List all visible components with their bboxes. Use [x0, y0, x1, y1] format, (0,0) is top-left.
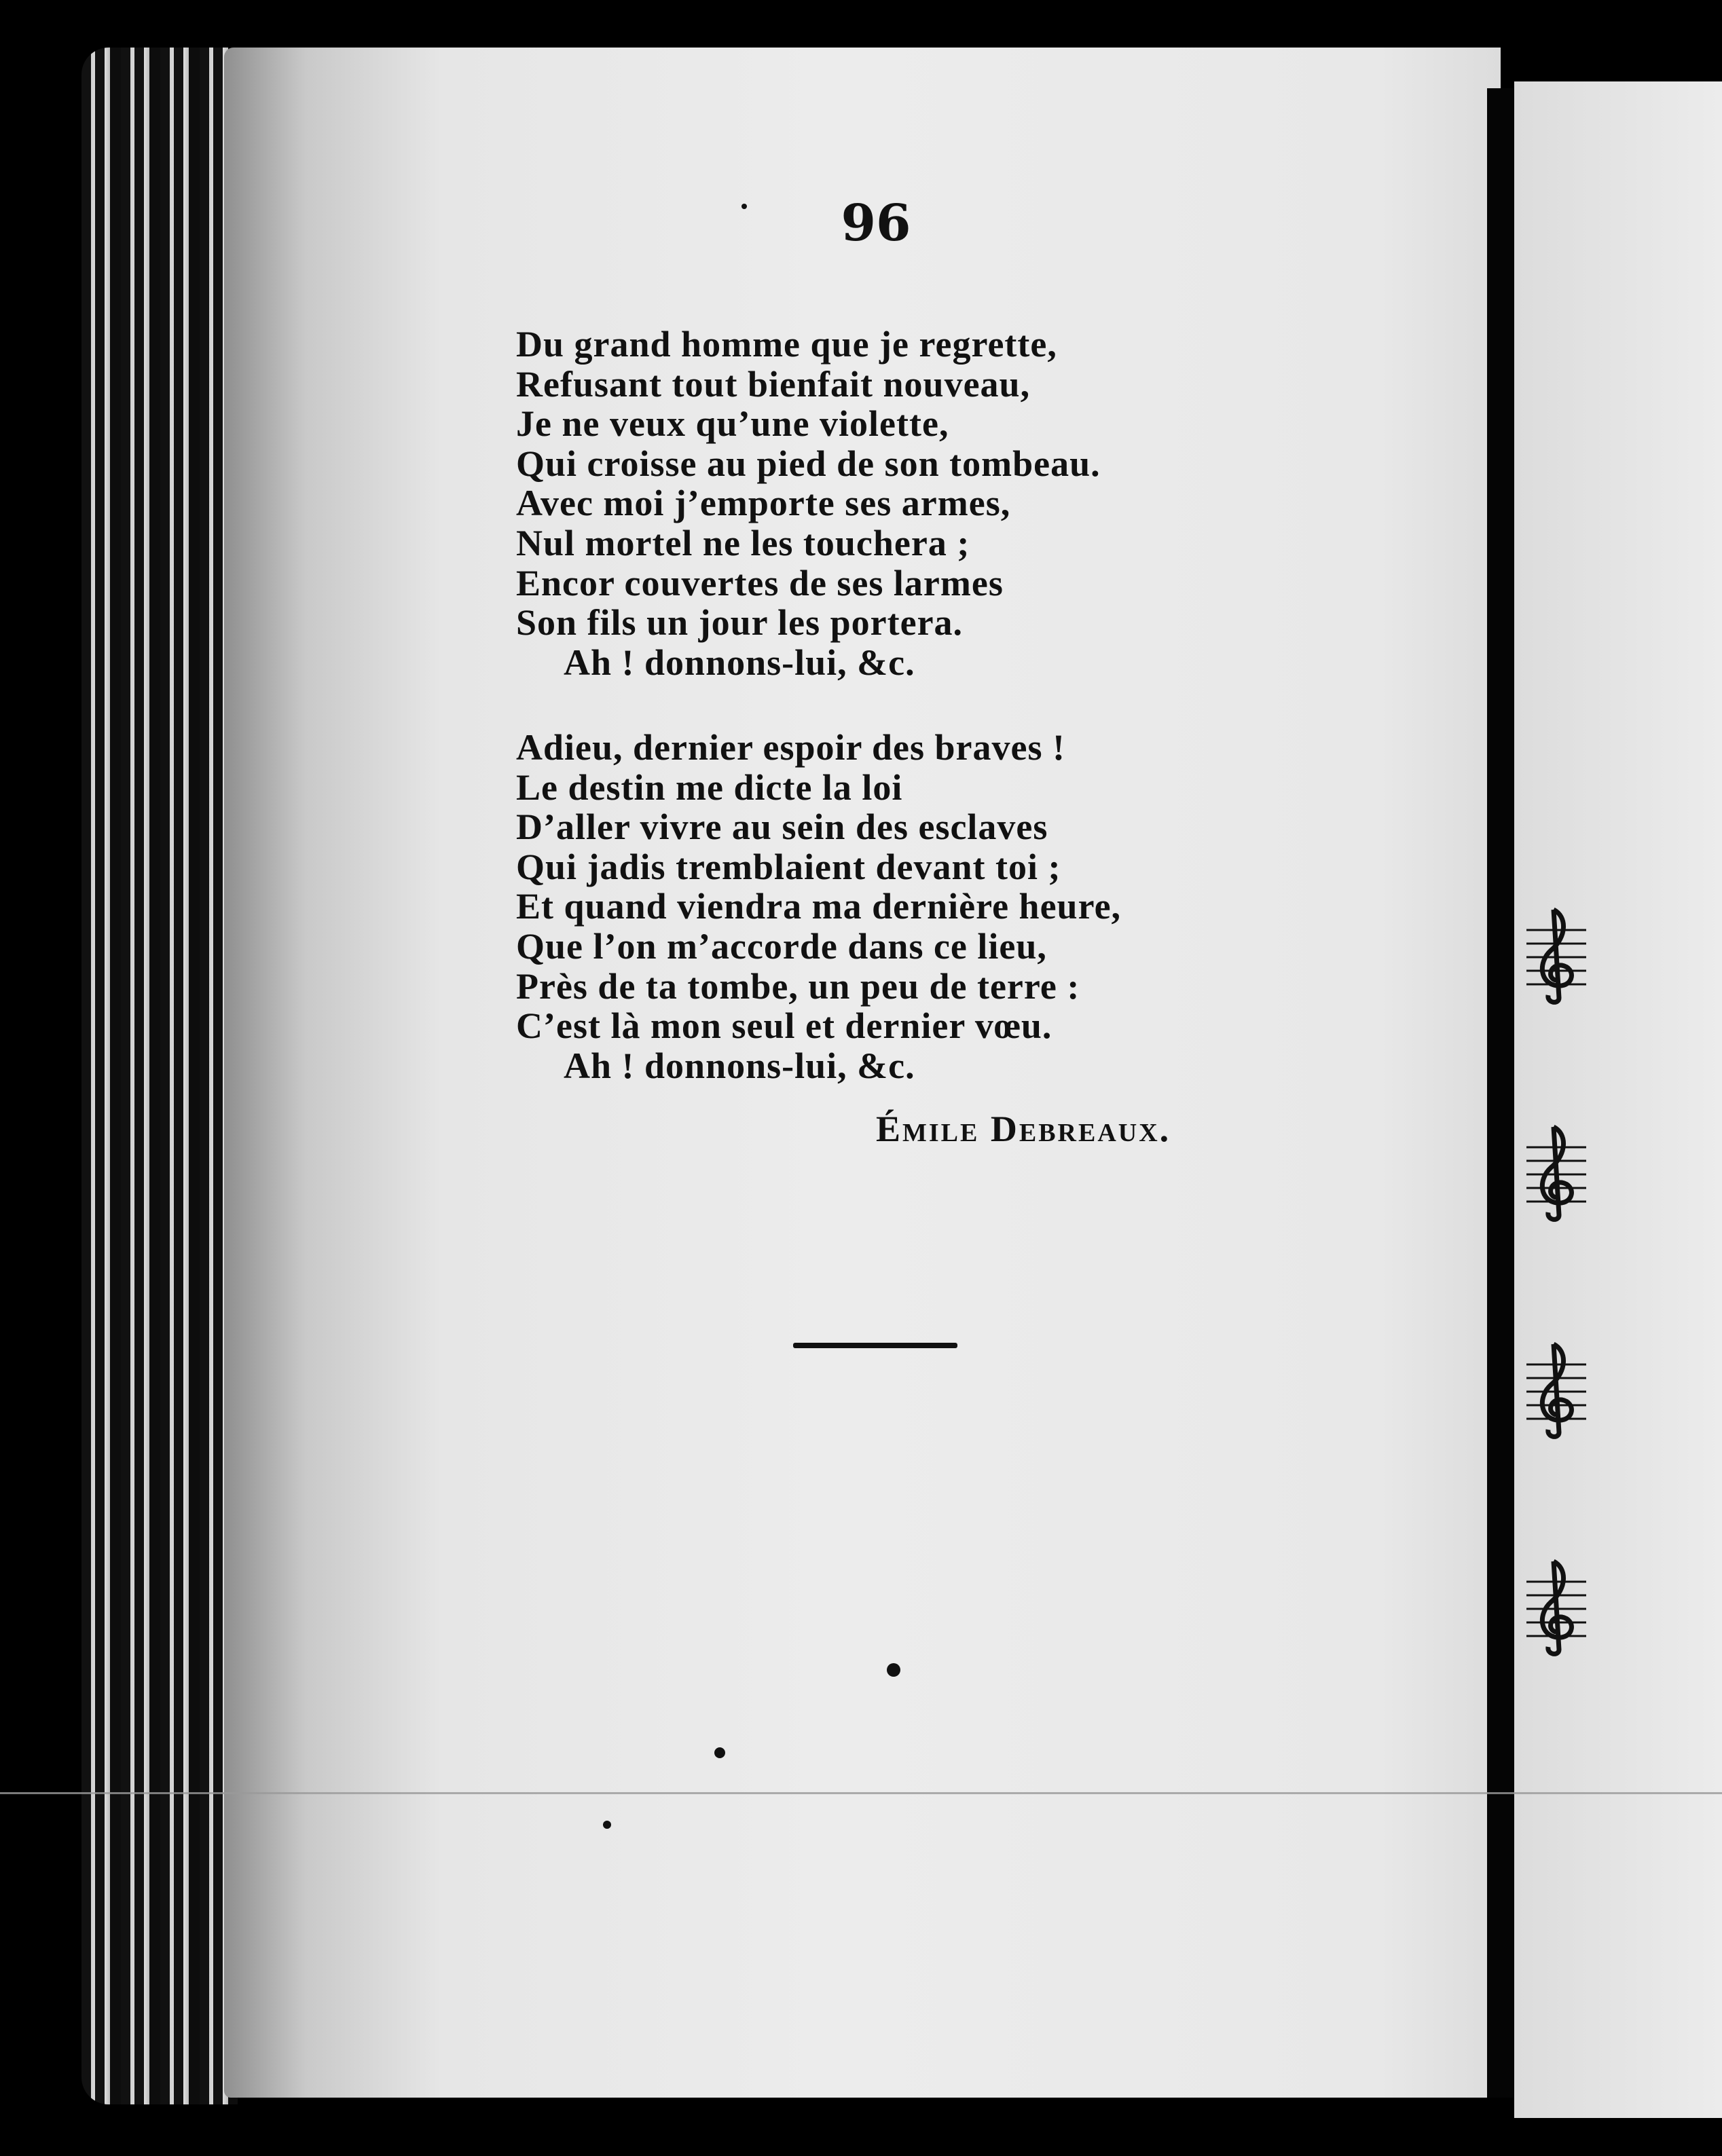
verse-line: Refusant tout bienfait nouveau,	[516, 363, 1031, 405]
ink-speck	[887, 1663, 900, 1677]
verse-line: Adieu, dernier espoir des braves !	[516, 727, 1065, 768]
verse-line: C’est là mon seul et dernier vœu.	[516, 1005, 1052, 1047]
book-page-edges	[81, 48, 238, 2104]
treble-clef-icon	[1526, 1555, 1586, 1656]
verse-line: Nul mortel ne les touchera ;	[516, 522, 970, 563]
verse-line: Encor couvertes de ses larmes	[516, 562, 1004, 603]
refrain-line: Ah ! donnons-lui, &c.	[564, 1045, 915, 1086]
page-number: 96	[841, 194, 911, 253]
ink-speck	[603, 1821, 611, 1829]
verse-line: Et quand viendra ma dernière heure,	[516, 886, 1122, 927]
verse-line: D’aller vivre au sein des esclaves	[516, 806, 1048, 848]
treble-clef-icon	[1526, 1337, 1586, 1439]
verse-line: Avec moi j’emporte ses armes,	[516, 483, 1011, 524]
ink-speck	[714, 1747, 725, 1758]
facing-page-edge	[1514, 81, 1722, 2118]
scan-artifact-line	[0, 1792, 1722, 1794]
verse-line: Du grand homme que je regrette,	[516, 324, 1057, 365]
treble-clef-icon	[1526, 1120, 1586, 1222]
verse-line: Que l’on m’accorde dans ce lieu,	[516, 925, 1047, 967]
refrain-line: Ah ! donnons-lui, &c.	[564, 642, 915, 683]
section-divider	[793, 1343, 957, 1348]
stanza	[516, 728, 1121, 1085]
verse-line: Son fils un jour les portera.	[516, 602, 964, 644]
verse-line: Qui jadis tremblaient devant toi ;	[516, 846, 1061, 887]
verse-line: Près de ta tombe, un peu de terre :	[516, 965, 1080, 1007]
author-signature: Émile Debreaux.	[876, 1109, 1171, 1149]
stanza	[516, 324, 1101, 682]
ink-speck	[741, 204, 747, 209]
treble-clef-icon	[1526, 903, 1586, 1005]
verse-line: Le destin me dicte la loi	[516, 766, 903, 808]
verse-line: Je ne veux qu’une violette,	[516, 403, 949, 445]
verse-line: Qui croisse au pied de son tombeau.	[516, 443, 1101, 484]
book-gutter	[1487, 88, 1514, 2098]
